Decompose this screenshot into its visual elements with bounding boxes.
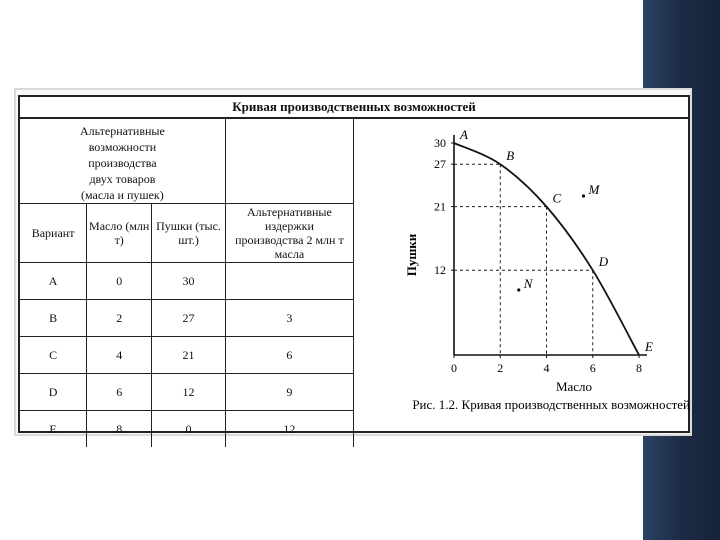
table-row <box>20 411 354 448</box>
y-tick-label: 27 <box>434 157 446 172</box>
y-axis-label: Пушки <box>404 233 419 277</box>
cell-variant: E <box>20 411 87 448</box>
cell-butter: 8 <box>87 411 152 448</box>
cell-guns: 12 <box>152 374 226 411</box>
cell-guns: 30 <box>152 263 226 300</box>
x-tick-label: 0 <box>451 361 457 375</box>
cell-butter: 4 <box>87 337 152 374</box>
cell-butter: 2 <box>87 300 152 337</box>
x-axis-label: Масло <box>555 379 593 394</box>
cell-cost: 9 <box>225 374 353 411</box>
figure-card <box>18 95 690 436</box>
x-tick-label: 8 <box>636 361 642 375</box>
cell-cost <box>225 263 353 300</box>
cell-cost: 12 <box>225 411 353 448</box>
point-label-m: M <box>588 182 600 197</box>
header-variant: Вариант <box>20 204 87 263</box>
point-label-c: C <box>552 190 562 206</box>
point-m-dot <box>582 194 585 197</box>
cell-variant: C <box>20 337 87 374</box>
ppf-chart <box>354 117 690 431</box>
table-row <box>20 337 354 374</box>
chart-caption: Рис. 1.2. Кривая производственных возможностей <box>412 397 690 412</box>
cell-butter: 6 <box>87 374 152 411</box>
table-caption: Альтернативные возможности производства двух товаров (масла и пушек) <box>20 117 225 204</box>
cell-guns: 27 <box>152 300 226 337</box>
cell-variant: B <box>20 300 87 337</box>
cell-guns: 21 <box>152 337 226 374</box>
table-row <box>20 300 354 337</box>
figure-title: Кривая производственных возможностей <box>20 97 688 119</box>
cell-cost: 3 <box>225 300 353 337</box>
cell-cost: 6 <box>225 337 353 374</box>
y-tick-label: 21 <box>434 199 446 214</box>
point-label-e: E <box>645 339 653 354</box>
table-row <box>20 263 354 300</box>
point-label-n: N <box>523 275 533 291</box>
cell-guns: 0 <box>152 411 226 448</box>
x-tick-label: 6 <box>589 361 596 375</box>
table-row <box>20 374 354 411</box>
y-tick-label: 12 <box>434 263 446 278</box>
point-label-b: B <box>506 148 515 164</box>
x-tick-label: 2 <box>497 361 504 375</box>
point-n-dot <box>517 288 520 291</box>
point-label-d: D <box>598 254 609 270</box>
header-guns: Пушки (тыс. шт.) <box>152 204 226 263</box>
header-cost: Альтернативные издержки производства 2 млн т масла <box>225 204 353 263</box>
point-label-a: A <box>460 127 468 142</box>
x-tick-label: 4 <box>543 361 550 375</box>
cell-variant: D <box>20 374 87 411</box>
cell-variant: A <box>20 263 87 300</box>
table-caption-gap <box>225 117 353 204</box>
alternatives-table <box>20 117 354 447</box>
header-butter: Масло (млн т) <box>87 204 152 263</box>
cell-butter: 0 <box>87 263 152 300</box>
y-tick-label: 30 <box>434 136 446 150</box>
